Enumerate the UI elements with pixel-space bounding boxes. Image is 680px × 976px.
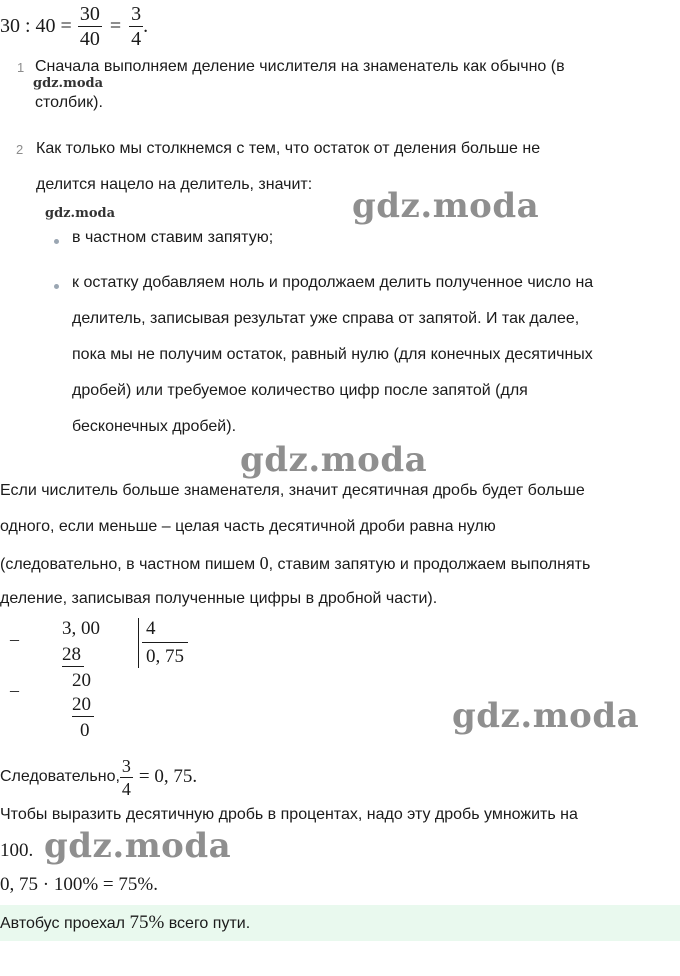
equals-sign: = — [109, 14, 122, 37]
subtrahend-underline — [72, 716, 94, 717]
equation-period: . — [143, 14, 149, 37]
fraction-numerator: 3 — [131, 2, 142, 25]
dividend: 3, 00 — [62, 618, 100, 639]
paragraph-math-zero: 0 — [259, 553, 269, 573]
division-vertical-line — [138, 618, 139, 668]
paragraph-text: (следовательно, в частном пишем — [0, 556, 260, 573]
watermark-small: gdz.moda — [45, 206, 116, 221]
subtrahend: 20 — [72, 694, 91, 715]
bullet-text-line: к остатку добавляем ноль и продолжаем делить полученное число на — [72, 274, 594, 291]
answer-pre: Автобус проехал — [0, 915, 130, 932]
paragraph-text: , ставим запятую и продолжаем выполнять — [268, 556, 591, 573]
divisor: 4 — [146, 618, 156, 639]
step-number: 1 — [17, 60, 25, 75]
divisor-underline — [142, 642, 188, 643]
watermark: gdz.moda — [240, 440, 428, 480]
bullet-text-line: делитель, записывая результат уже справа от запятой. И так далее, — [72, 310, 580, 327]
subtrahend: 28 — [62, 644, 81, 665]
answer-text — [0, 912, 250, 934]
paragraph-line: одного, если меньше – целая часть десятичной дроби равна нулю — [0, 518, 496, 535]
fraction-3-4 — [129, 4, 143, 49]
paragraph-line: Если числитель больше знаменателя, значит десятичная дробь будет больше — [0, 482, 585, 499]
minus-sign: – — [10, 680, 19, 700]
fraction-30-40 — [78, 4, 102, 49]
bullet-text-line: дробей) или требуемое количество цифр после запятой (для — [72, 382, 528, 399]
equation-lhs: 30 : 40 = — [0, 14, 72, 37]
fraction-denominator: 4 — [131, 27, 142, 50]
bullet-dot — [54, 284, 59, 289]
quotient: 0, 75 — [146, 646, 184, 667]
final-remainder: 0 — [80, 720, 90, 741]
top-equation — [0, 2, 149, 50]
step-text-line: Как только мы столкнемся с тем, что остаток от деления больше не — [36, 140, 541, 157]
bullet-text-line: бесконечных дробей). — [72, 418, 237, 435]
watermark: gdz.moda — [452, 696, 640, 736]
subtrahend-underline — [62, 666, 84, 667]
percent-number: 100. — [0, 840, 34, 861]
percent-line: Чтобы выразить десятичную дробь в процентах, надо эту дробь умножить на — [0, 806, 578, 823]
percent-equation: 0, 75 · 100% = 75%. — [0, 874, 158, 895]
answer-percent: 75% — [129, 912, 165, 933]
watermark: gdz.moda — [352, 186, 540, 226]
watermark-small: gdz.moda — [33, 76, 104, 91]
step-text-line: столбик). — [35, 94, 103, 111]
step-number: 2 — [16, 142, 24, 157]
bullet-text-line: в частном ставим запятую; — [72, 229, 274, 246]
fraction-denominator: 40 — [79, 27, 100, 50]
minus-sign: – — [10, 629, 19, 649]
conclusion-line — [0, 752, 197, 802]
step-text-line: Сначала выполняем деление числителя на знаменатель как обычно (в — [35, 58, 565, 75]
remainder: 20 — [72, 670, 91, 691]
conclusion-text: Следовательно, — [0, 768, 120, 785]
fraction-3-4 — [120, 757, 133, 798]
answer-post: всего пути. — [164, 915, 251, 932]
bullet-dot — [54, 239, 59, 244]
paragraph-line: деление, записывая полученные цифры в дробной части). — [0, 590, 438, 607]
bullet-text-line: пока мы не получим остаток, равный нулю (для конечных десятичных — [72, 346, 593, 363]
conclusion-result: = 0, 75. — [138, 766, 198, 787]
paragraph-line — [0, 553, 590, 574]
fraction-numerator: 3 — [121, 755, 131, 776]
fraction-denominator: 4 — [121, 778, 131, 799]
fraction-numerator: 30 — [79, 2, 100, 25]
watermark: gdz.moda — [44, 826, 232, 866]
step-text-line: делится нацело на делитель, значит: — [36, 176, 313, 193]
